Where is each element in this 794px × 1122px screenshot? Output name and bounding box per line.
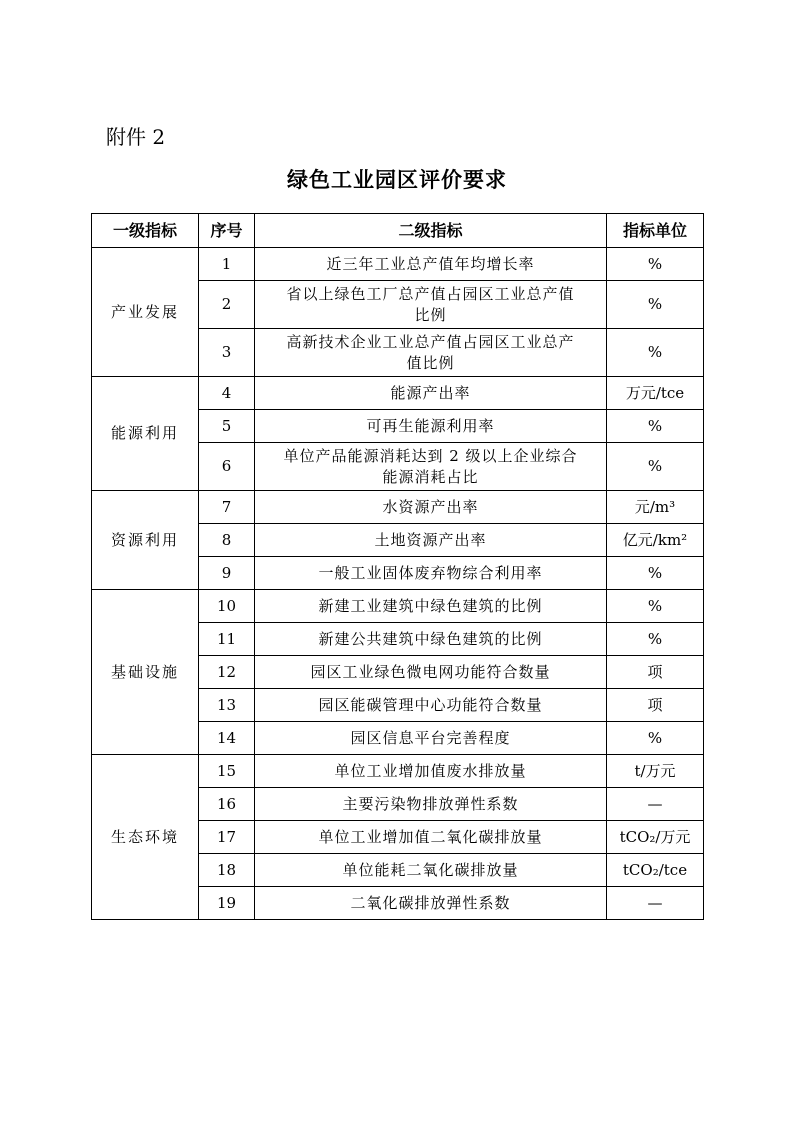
category-cell: 基础设施 [92,590,199,755]
number-cell: 11 [199,623,255,656]
evaluation-table [91,213,704,920]
unit-cell: % [607,410,704,443]
number-cell: 7 [199,491,255,524]
number-cell: 8 [199,524,255,557]
document-title: 绿色工业园区评价要求 [287,167,507,192]
unit-cell: tCO₂/tce [607,854,704,887]
unit-cell: 项 [607,656,704,689]
unit-cell: % [607,281,704,329]
table-row [92,491,704,524]
indicator-cell: 园区能碳管理中心功能符合数量 [255,689,607,722]
indicator-cell: 水资源产出率 [255,491,607,524]
category-cell: 生态环境 [92,755,199,920]
category-cell: 产业发展 [92,248,199,377]
table-row [92,248,704,281]
category-cell: 能源利用 [92,377,199,491]
number-cell: 2 [199,281,255,329]
unit-cell: % [607,557,704,590]
category-cell: 资源利用 [92,491,199,590]
indicator-cell: 近三年工业总产值年均增长率 [255,248,607,281]
indicator-cell: 一般工业固体废弃物综合利用率 [255,557,607,590]
number-cell: 12 [199,656,255,689]
unit-cell: t/万元 [607,755,704,788]
table-row [92,377,704,410]
number-cell: 13 [199,689,255,722]
number-cell: 5 [199,410,255,443]
number-cell: 17 [199,821,255,854]
indicator-cell: 新建公共建筑中绿色建筑的比例 [255,623,607,656]
unit-cell: % [607,623,704,656]
unit-cell: % [607,443,704,491]
indicator-cell: 省以上绿色工厂总产值占园区工业总产值比例 [255,281,607,329]
table-row [92,755,704,788]
unit-cell: % [607,590,704,623]
unit-cell: — [607,887,704,920]
indicator-cell: 可再生能源利用率 [255,410,607,443]
number-cell: 14 [199,722,255,755]
number-cell: 4 [199,377,255,410]
attachment-label: 附件 2 [106,125,166,149]
indicator-cell: 园区工业绿色微电网功能符合数量 [255,656,607,689]
indicator-cell: 土地资源产出率 [255,524,607,557]
unit-cell: 元/m³ [607,491,704,524]
table-header-row [92,214,704,248]
number-cell: 16 [199,788,255,821]
indicator-cell: 园区信息平台完善程度 [255,722,607,755]
header-cell: 序号 [199,214,255,248]
indicator-cell: 新建工业建筑中绿色建筑的比例 [255,590,607,623]
indicator-cell: 高新技术企业工业总产值占园区工业总产值比例 [255,329,607,377]
header-cell: 指标单位 [607,214,704,248]
number-cell: 10 [199,590,255,623]
indicator-cell: 二氧化碳排放弹性系数 [255,887,607,920]
number-cell: 3 [199,329,255,377]
number-cell: 9 [199,557,255,590]
indicator-cell: 主要污染物排放弹性系数 [255,788,607,821]
unit-cell: % [607,248,704,281]
unit-cell: % [607,722,704,755]
number-cell: 1 [199,248,255,281]
header-cell: 二级指标 [255,214,607,248]
unit-cell: 亿元/km² [607,524,704,557]
unit-cell: — [607,788,704,821]
indicator-cell: 单位工业增加值废水排放量 [255,755,607,788]
indicator-cell: 单位工业增加值二氧化碳排放量 [255,821,607,854]
number-cell: 18 [199,854,255,887]
number-cell: 15 [199,755,255,788]
indicator-cell: 能源产出率 [255,377,607,410]
unit-cell: 项 [607,689,704,722]
header-cell: 一级指标 [92,214,199,248]
indicator-cell: 单位产品能源消耗达到 2 级以上企业综合能源消耗占比 [255,443,607,491]
unit-cell: % [607,329,704,377]
unit-cell: 万元/tce [607,377,704,410]
unit-cell: tCO₂/万元 [607,821,704,854]
table-row [92,590,704,623]
number-cell: 6 [199,443,255,491]
number-cell: 19 [199,887,255,920]
indicator-cell: 单位能耗二氧化碳排放量 [255,854,607,887]
